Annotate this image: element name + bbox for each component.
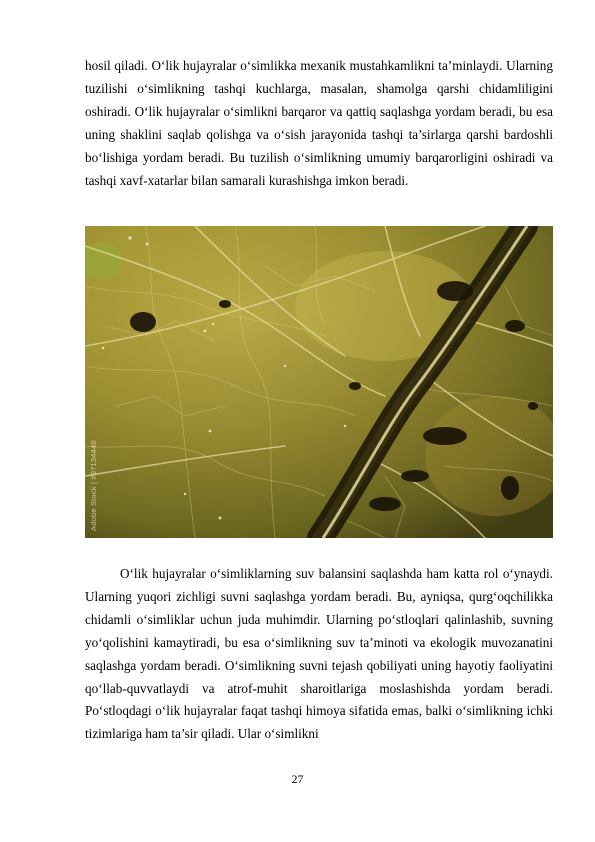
page-number: 27 <box>291 772 304 786</box>
leaf-photo <box>85 226 553 538</box>
leaf-illustration <box>85 226 553 538</box>
stock-watermark: Adobe Stock | #97134440 <box>89 440 98 531</box>
body-paragraph: O‘lik hujayralar o‘simliklarning suv balansini saqlashda ham katta rol o‘ynaydi. Ularning yuqori zichligi suvni saqlashga yordam beradi. Bu, ayniqsa, qurg‘oqchilikka chidamli o‘simliklar uchun juda muhimdir. Ularning po‘stloqlari qalinlashib, suvning yo‘qolishini kamaytiradi, bu esa o‘simlikning suv ta’minoti va ekologik muvozanatini saqlashga yordam beradi. O‘simlikning suvni tejash qobiliyati uning hayotiy faoliyatini qo‘llab-quvvatlaydi va atrof-muhit sharoitlariga moslashishda yordam beradi. Po‘stloqdagi o‘lik hujayralar faqat tashqi himoya sifatida emas, balki o‘simlikning ichki tizimlariga ham ta’sir qiladi. Ular o‘simlikni <box>85 566 553 742</box>
body-paragraph: hosil qiladi. O‘lik hujayralar o‘simlikka mexanik mustahkamlikni ta’minlaydi. Ularning tuzilishi o‘simlikning tashqi kuchlarga, masalan, shamolga qarshi chidamliligini oshiradi. O‘lik hujayralar o‘simlikni barqaror va qattiq saqlashga yordam beradi, bu esa uning shaklini saqlab qolishga va o‘sish jarayonida tashqi ta’sirlarga qarshi bardoshli bo‘lishiga yordam beradi. Bu tuzilish o‘simlikning umumiy barqarorligini oshiradi va tashqi xavf-xatarlar bilan samarali kurashishga imkon beradi. <box>85 58 553 188</box>
